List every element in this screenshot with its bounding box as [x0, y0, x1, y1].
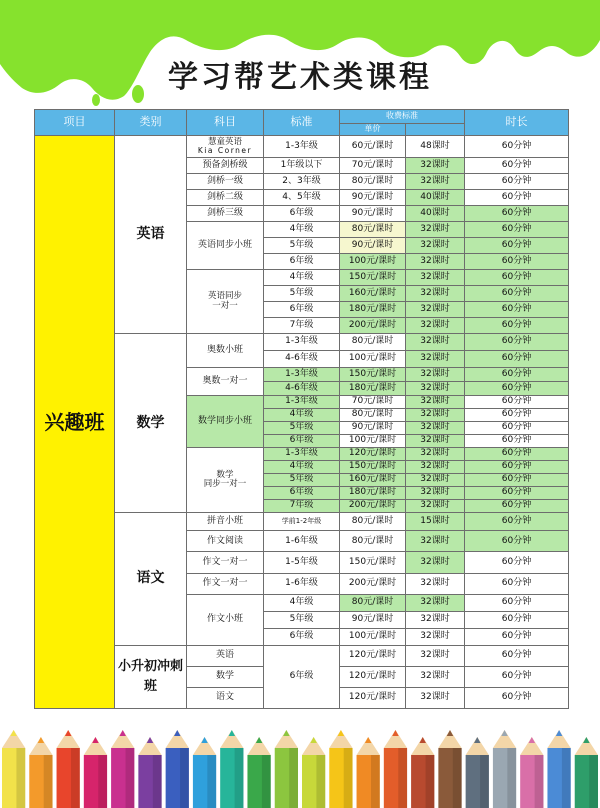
standard-cell: 5年级 — [264, 286, 340, 302]
standard-cell: 4、5年级 — [264, 190, 340, 206]
pencil-icon — [138, 737, 161, 808]
standard-cell: 1-6年级 — [264, 573, 340, 594]
price-cell: 80元/课时 — [340, 409, 406, 422]
price-cell: 80元/课时 — [340, 174, 406, 190]
hours-cell: 32课时 — [406, 222, 465, 238]
price-cell: 90元/课时 — [340, 422, 406, 435]
duration-cell: 60分钟 — [465, 302, 569, 318]
hours-cell: 40课时 — [406, 190, 465, 206]
subject-line: 英语同步 — [207, 291, 242, 302]
price-cell: 200元/课时 — [340, 318, 406, 334]
subject-cell: 剑桥二级 — [187, 190, 264, 206]
duration-cell: 60分钟 — [465, 238, 569, 254]
pencil-icon — [329, 730, 352, 808]
duration-cell: 60分钟 — [465, 409, 569, 422]
price-cell: 120元/课时 — [340, 448, 406, 461]
header-unit-price: 单价 — [340, 124, 406, 136]
duration-cell: 60分钟 — [465, 487, 569, 500]
price-cell: 100元/课时 — [340, 628, 406, 645]
duration-cell: 60分钟 — [465, 531, 569, 552]
standard-cell: 4年级 — [264, 222, 340, 238]
standard-cell: 2、3年级 — [264, 174, 340, 190]
duration-cell: 60分钟 — [465, 270, 569, 286]
header-category: 类别 — [115, 110, 187, 136]
standard-cell: 4年级 — [264, 270, 340, 286]
price-cell: 120元/课时 — [340, 645, 406, 666]
standard-cell: 1-3年级 — [264, 448, 340, 461]
pencil-icon — [302, 737, 325, 808]
pencil-icon — [111, 730, 134, 808]
standard-cell: 5年级 — [264, 611, 340, 628]
price-cell: 150元/课时 — [340, 270, 406, 286]
subject-cell — [187, 270, 264, 334]
price-cell: 80元/课时 — [340, 334, 406, 351]
subject-cell: 拼音小班 — [187, 513, 264, 531]
hours-cell: 32课时 — [406, 422, 465, 435]
hours-cell: 32课时 — [406, 500, 465, 513]
price-cell: 100元/课时 — [340, 435, 406, 448]
pencil-icon — [411, 737, 434, 808]
subject-line: 一对一 — [212, 300, 238, 311]
subject-cell: 剑桥一级 — [187, 174, 264, 190]
hours-cell: 32课时 — [406, 270, 465, 286]
duration-cell: 60分钟 — [465, 254, 569, 270]
standard-cell: 1-5年级 — [264, 552, 340, 573]
standard-cell: 1-3年级 — [264, 136, 340, 158]
hours-cell: 40课时 — [406, 206, 465, 222]
duration-cell: 60分钟 — [465, 318, 569, 334]
price-cell: 90元/课时 — [340, 238, 406, 254]
price-cell: 200元/课时 — [340, 500, 406, 513]
standard-cell: 4-6年级 — [264, 382, 340, 396]
duration-cell: 60分钟 — [465, 435, 569, 448]
hours-cell: 48课时 — [406, 136, 465, 158]
colored-pencils-decoration — [0, 712, 600, 808]
hours-cell: 32课时 — [406, 474, 465, 487]
subject-cell: 预备剑桥级 — [187, 158, 264, 174]
price-cell: 180元/课时 — [340, 487, 406, 500]
duration-cell: 60分钟 — [465, 396, 569, 409]
hours-cell: 32课时 — [406, 666, 465, 687]
price-cell: 90元/课时 — [340, 611, 406, 628]
pencil-icon — [57, 730, 80, 808]
subject-cell: 英语 — [187, 645, 264, 666]
subject-cell: 数学 — [187, 666, 264, 687]
hours-cell: 32课时 — [406, 158, 465, 174]
hours-cell: 32课时 — [406, 645, 465, 666]
subject-line: Kia Corner — [197, 146, 253, 156]
standard-cell: 6年级 — [264, 645, 340, 708]
group-sprint: 小升初冲刺班 — [115, 645, 187, 708]
hours-cell: 32课时 — [406, 254, 465, 270]
page-title: 学习帮艺术类课程 — [168, 60, 432, 95]
standard-cell: 6年级 — [264, 302, 340, 318]
standard-cell: 1-6年级 — [264, 531, 340, 552]
subject-cell: 奥数小班 — [187, 334, 264, 368]
subject-cell: 作文一对一 — [187, 573, 264, 594]
price-cell: 150元/课时 — [340, 368, 406, 382]
hours-cell: 15课时 — [406, 513, 465, 531]
standard-cell: 5年级 — [264, 238, 340, 254]
subject-cell — [187, 448, 264, 513]
hours-cell: 32课时 — [406, 552, 465, 573]
duration-cell: 60分钟 — [465, 206, 569, 222]
duration-cell: 60分钟 — [465, 448, 569, 461]
subject-cell: 作文一对一 — [187, 552, 264, 573]
hours-cell: 32课时 — [406, 302, 465, 318]
pencil-icon — [384, 730, 407, 808]
hours-cell: 32课时 — [406, 448, 465, 461]
duration-cell: 60分钟 — [465, 222, 569, 238]
pencil-icon — [166, 730, 189, 808]
duration-cell: 60分钟 — [465, 351, 569, 368]
hours-cell: 32课时 — [406, 435, 465, 448]
price-cell: 160元/课时 — [340, 286, 406, 302]
standard-cell: 5年级 — [264, 422, 340, 435]
duration-cell: 60分钟 — [465, 687, 569, 708]
hours-cell: 32课时 — [406, 238, 465, 254]
duration-cell: 60分钟 — [465, 552, 569, 573]
subject-cell: 剑桥三级 — [187, 206, 264, 222]
duration-cell: 60分钟 — [465, 368, 569, 382]
duration-cell: 60分钟 — [465, 573, 569, 594]
subject-cell: 奥数一对一 — [187, 368, 264, 396]
pencil-icon — [247, 737, 270, 808]
price-cell: 100元/课时 — [340, 254, 406, 270]
hours-cell: 32课时 — [406, 286, 465, 302]
duration-cell: 60分钟 — [465, 628, 569, 645]
pencil-icon — [438, 730, 461, 808]
duration-cell: 60分钟 — [465, 666, 569, 687]
standard-cell: 6年级 — [264, 254, 340, 270]
hours-cell: 32课时 — [406, 573, 465, 594]
standard-cell: 1-3年级 — [264, 396, 340, 409]
price-cell: 180元/课时 — [340, 302, 406, 318]
hours-cell: 32课时 — [406, 396, 465, 409]
price-cell: 80元/课时 — [340, 531, 406, 552]
pencil-icon — [220, 730, 243, 808]
hours-cell: 32课时 — [406, 382, 465, 396]
subject-cell: 英语同步小班 — [187, 222, 264, 270]
duration-cell: 60分钟 — [465, 474, 569, 487]
hours-cell: 32课时 — [406, 687, 465, 708]
duration-cell: 60分钟 — [465, 136, 569, 158]
pencil-icon — [2, 730, 25, 808]
subject-cell — [187, 136, 264, 158]
header-duration: 时长 — [465, 110, 569, 136]
standard-cell: 6年级 — [264, 487, 340, 500]
hours-cell: 32课时 — [406, 461, 465, 474]
standard-cell: 7年级 — [264, 500, 340, 513]
pencil-icon — [575, 737, 598, 808]
hours-cell: 32课时 — [406, 174, 465, 190]
pencil-icon — [520, 737, 543, 808]
subject-cell: 作文阅读 — [187, 531, 264, 552]
standard-cell: 4年级 — [264, 461, 340, 474]
duration-cell: 60分钟 — [465, 382, 569, 396]
pencil-icon — [84, 737, 107, 808]
standard-cell: 1-3年级 — [264, 368, 340, 382]
price-cell: 80元/课时 — [340, 513, 406, 531]
subject-line: 数学 — [216, 470, 234, 481]
duration-cell: 60分钟 — [465, 158, 569, 174]
duration-cell: 60分钟 — [465, 190, 569, 206]
standard-cell: 4-6年级 — [264, 351, 340, 368]
price-cell: 100元/课时 — [340, 351, 406, 368]
hours-cell: 32课时 — [406, 334, 465, 351]
standard-cell: 6年级 — [264, 435, 340, 448]
standard-cell: 7年级 — [264, 318, 340, 334]
pencil-icon — [357, 737, 380, 808]
header-fee: 收费标准 — [340, 110, 465, 124]
price-cell: 120元/课时 — [340, 666, 406, 687]
price-cell: 80元/课时 — [340, 594, 406, 611]
course-price-table — [34, 109, 569, 709]
pencil-icon — [493, 730, 516, 808]
duration-cell: 60分钟 — [465, 513, 569, 531]
price-cell: 90元/课时 — [340, 190, 406, 206]
price-cell: 200元/课时 — [340, 573, 406, 594]
hours-cell: 32课时 — [406, 628, 465, 645]
hours-cell: 32课时 — [406, 531, 465, 552]
subject-cell: 语文 — [187, 687, 264, 708]
group-english: 英语 — [115, 136, 187, 334]
price-cell: 150元/课时 — [340, 552, 406, 573]
header-standard: 标准 — [264, 110, 340, 136]
hours-cell: 32课时 — [406, 351, 465, 368]
price-cell: 160元/课时 — [340, 474, 406, 487]
subject-cell: 作文小班 — [187, 594, 264, 645]
hours-cell: 32课时 — [406, 594, 465, 611]
standard-cell: 5年级 — [264, 474, 340, 487]
duration-cell: 60分钟 — [465, 286, 569, 302]
duration-cell: 60分钟 — [465, 594, 569, 611]
hours-cell: 32课时 — [406, 368, 465, 382]
duration-cell: 60分钟 — [465, 174, 569, 190]
duration-cell: 60分钟 — [465, 500, 569, 513]
pencil-icon — [466, 737, 489, 808]
standard-cell: 学前1-2年级 — [264, 513, 340, 531]
hours-cell: 32课时 — [406, 611, 465, 628]
duration-cell: 60分钟 — [465, 461, 569, 474]
hours-cell: 32课时 — [406, 318, 465, 334]
standard-cell: 1年级以下 — [264, 158, 340, 174]
standard-cell: 4年级 — [264, 594, 340, 611]
subject-line: 同步一对一 — [203, 479, 247, 490]
price-cell: 150元/课时 — [340, 461, 406, 474]
price-cell: 80元/课时 — [340, 222, 406, 238]
group-math: 数学 — [115, 334, 187, 513]
price-cell: 70元/课时 — [340, 396, 406, 409]
pencil-icon — [275, 730, 298, 808]
pencil-icon — [193, 737, 216, 808]
price-cell: 70元/课时 — [340, 158, 406, 174]
standard-cell: 4年级 — [264, 409, 340, 422]
subject-line: 慧童英语 — [207, 136, 242, 147]
pencil-icon — [547, 730, 570, 808]
pencil-icon — [29, 737, 52, 808]
duration-cell: 60分钟 — [465, 611, 569, 628]
price-cell: 60元/课时 — [340, 136, 406, 158]
header-hours-blank — [406, 124, 465, 136]
hours-cell: 32课时 — [406, 409, 465, 422]
hours-cell: 32课时 — [406, 487, 465, 500]
group-chinese: 语文 — [115, 513, 187, 645]
header-item: 项目 — [35, 110, 115, 136]
standard-cell: 1-3年级 — [264, 334, 340, 351]
header-subject: 科目 — [187, 110, 264, 136]
price-cell: 180元/课时 — [340, 382, 406, 396]
price-cell: 120元/课时 — [340, 687, 406, 708]
standard-cell: 6年级 — [264, 628, 340, 645]
subject-cell: 数学同步小班 — [187, 396, 264, 448]
category-interest-class: 兴趣班 — [35, 136, 115, 709]
price-cell: 90元/课时 — [340, 206, 406, 222]
standard-cell: 6年级 — [264, 206, 340, 222]
duration-cell: 60分钟 — [465, 334, 569, 351]
duration-cell: 60分钟 — [465, 422, 569, 435]
duration-cell: 60分钟 — [465, 645, 569, 666]
